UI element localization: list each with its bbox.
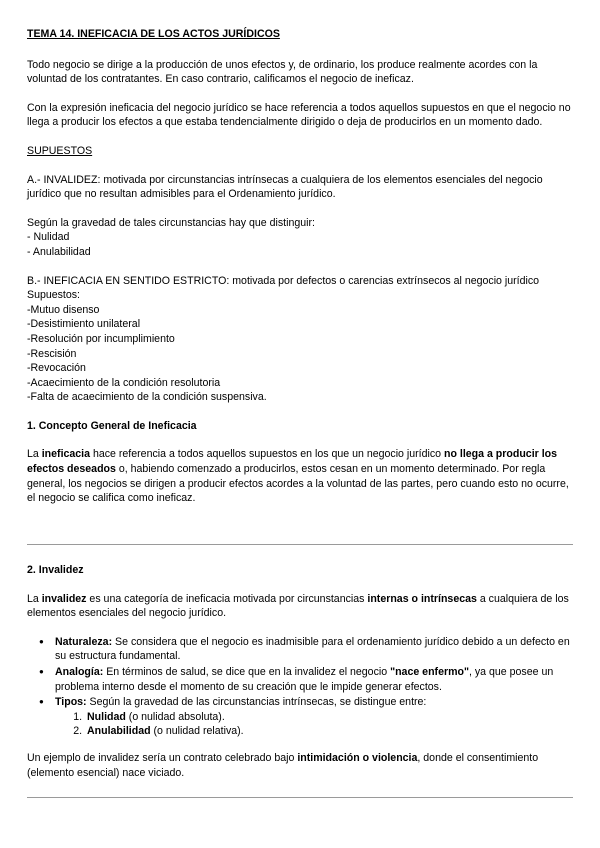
- gravedad-block: [27, 216, 573, 260]
- bullet-label: Analogía:: [55, 665, 104, 678]
- gravedad-item: - Anulabilidad: [27, 245, 91, 258]
- list-item: [85, 724, 573, 739]
- text-run: Un ejemplo de invalidez sería un contrato celebrado bajo: [27, 751, 298, 764]
- supuesto-b-item: -Desistimiento unilateral: [27, 318, 141, 331]
- text-run: La: [27, 592, 42, 605]
- text-run: La: [27, 448, 42, 461]
- supuesto-b-item: -Acaecimiento de la condición resolutoria: [27, 376, 221, 389]
- text-run: es una categoría de ineficacia motivada por circunstancias: [86, 592, 368, 605]
- document-page: [27, 27, 573, 520]
- bullet-label: Tipos:: [55, 696, 87, 709]
- supuestos-heading: SUPUESTOS: [27, 144, 93, 157]
- bullet-text: Se considera que el negocio es inadmisible para el ordenamiento jurídico debido a un defecto en su estructura fundamental.: [55, 635, 570, 663]
- list-item: [43, 665, 573, 694]
- bold-term: invalidez: [41, 592, 87, 605]
- page-title: TEMA 14. INEFICACIA DE LOS ACTOS JURÍDICOS: [27, 28, 280, 40]
- bullet-label: Naturaleza:: [55, 635, 113, 648]
- section-2-paragraph: [27, 592, 573, 621]
- supuesto-b-paragraph: B.- INEFICACIA EN SENTIDO ESTRICTO: motivada por defectos o carencias extrínsecos al negocio jurídico: [27, 274, 540, 287]
- gravedad-lead: Según la gravedad de tales circunstancias hay que distinguir:: [27, 216, 315, 229]
- bold-term: "nace enfermo": [390, 665, 469, 678]
- text-run: , donde el consentimiento (elemento esencial) nace viciado.: [27, 751, 539, 779]
- section-2-block: [27, 563, 573, 794]
- bullet-text: Según la gravedad de las circunstancias intrínsecas, se distingue entre:: [86, 696, 427, 709]
- bold-term: no llega a producir los efectos deseados: [27, 448, 558, 476]
- supuesto-b-item: -Rescisión: [27, 347, 77, 360]
- tipos-numbered-list: [55, 710, 573, 739]
- section-1-paragraph: [27, 447, 573, 505]
- supuesto-a-paragraph: A.- INVALIDEZ: motivada por circunstancias intrínsecas a cualquiera de los elementos esenciales del negocio jurídico que no resultan admisibles para el Ordenamiento jurídico.: [27, 173, 543, 201]
- bullet-text: En términos de salud, se dice que en la invalidez el negocio: [103, 665, 391, 678]
- list-item: [85, 710, 573, 725]
- bold-term: ineficacia: [41, 448, 91, 461]
- supuesto-b-item: -Revocación: [27, 362, 86, 375]
- gravedad-item: - Nulidad: [27, 231, 70, 244]
- section-2-heading: 2. Invalidez: [27, 564, 84, 576]
- bold-term: internas o intrínsecas: [367, 592, 477, 605]
- supuesto-b-item: -Resolución por incumplimiento: [27, 332, 175, 345]
- invalidez-bullet-list: [27, 635, 573, 739]
- intro-paragraph-2: Con la expresión ineficacia del negocio jurídico se hace referencia a todos aquellos supuestos en que el negocio no llega a producir los efectos a que estaba tendencialmente dirigido o deja de producirlos en un momento dado.: [27, 101, 571, 129]
- text-run: hace referencia a todos aquellos supuestos en los que un negocio jurídico: [90, 448, 444, 461]
- supuesto-b-item: -Falta de acaecimiento de la condición suspensiva.: [27, 391, 267, 404]
- supuesto-b-lead: Supuestos:: [27, 289, 81, 302]
- list-item: [43, 635, 573, 664]
- intro-paragraph-1: Todo negocio se dirige a la producción de unos efectos y, de ordinario, los produce realmente acordes con la voluntad de los contratantes. En caso contrario, calificamos el negocio de ineficaz.: [27, 58, 538, 86]
- list-item: [43, 695, 573, 739]
- supuesto-b-item: -Mutuo disenso: [27, 303, 100, 316]
- section-divider: [27, 797, 573, 798]
- supuesto-b-block: [27, 274, 573, 405]
- text-run: (o nulidad absoluta).: [125, 710, 225, 723]
- bold-term: Nulidad: [87, 710, 126, 723]
- text-run: o, habiendo comenzado a producirlos, estos cesan en un momento determinado. Por regla general, los negocios se dirigen a producir efectos acordes a la voluntad de las partes, pero cuando esto no ocurre, el negocio se califica como ineficaz.: [27, 463, 569, 505]
- section-1-heading: 1. Concepto General de Ineficacia: [27, 419, 197, 432]
- invalidez-example-paragraph: [27, 751, 573, 780]
- bold-term: intimidación o violencia: [297, 751, 418, 764]
- text-run: (o nulidad relativa).: [150, 725, 244, 738]
- bold-term: Anulabilidad: [87, 725, 151, 738]
- text-run: a cualquiera de los elementos esenciales del negocio jurídico.: [27, 592, 569, 620]
- bullet-text: , ya que posee un problema interno desde el momento de su creación que le impide generar efectos.: [55, 665, 554, 693]
- section-divider: [27, 544, 573, 545]
